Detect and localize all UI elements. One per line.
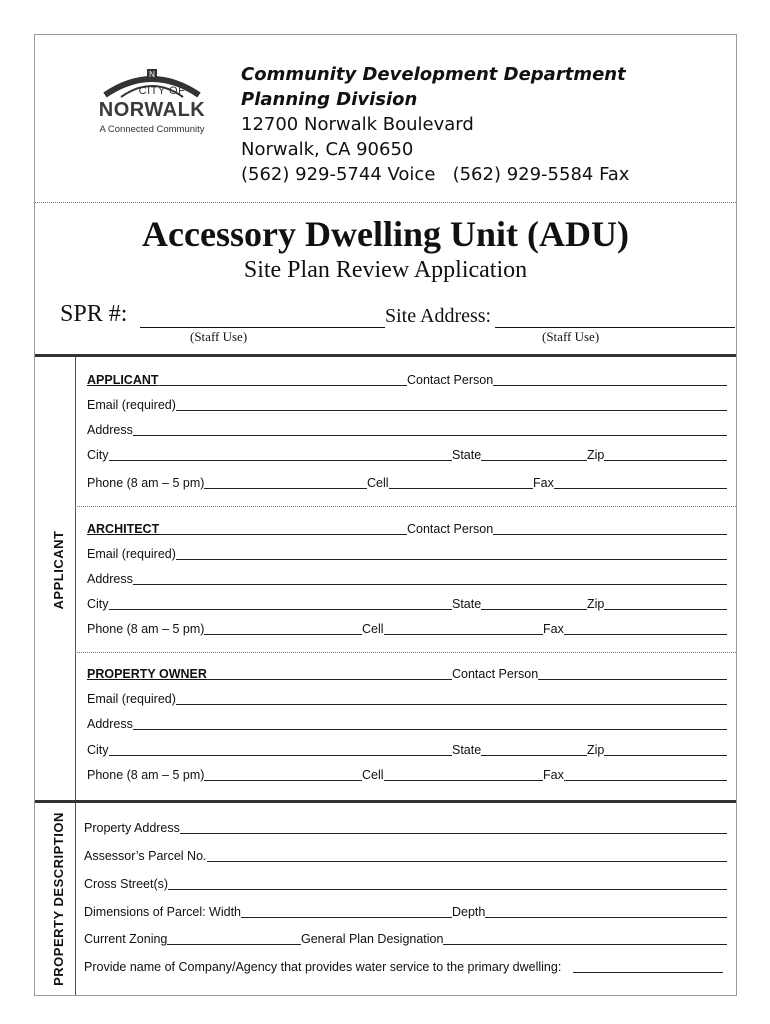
owner-state-label: State — [452, 743, 482, 757]
form-subtitle: Site Plan Review Application — [243, 257, 528, 283]
division-name: Planning Division — [241, 89, 418, 110]
architect-zip-label: Zip — [587, 597, 605, 611]
applicant-fax-label: Fax — [533, 476, 554, 490]
architect-address-row — [87, 572, 727, 588]
parcel-number-label: Assessor’s Parcel No. — [84, 849, 207, 863]
logo-city-of: CITY OF — [138, 85, 186, 97]
svg-text:N: N — [149, 70, 155, 79]
architect-address-label: Address — [87, 572, 133, 586]
department-info — [241, 62, 629, 187]
architect-email-row — [87, 547, 727, 563]
applicant-email-row — [87, 398, 727, 414]
applicant-phone-row — [87, 476, 727, 492]
architect-phone-row — [87, 622, 727, 638]
site-address-label: Site Address: — [385, 305, 492, 327]
applicant-address-field[interactable] — [87, 435, 727, 436]
owner-email-field[interactable] — [87, 704, 727, 705]
spr-row — [60, 301, 720, 335]
architect-phone-label: Phone (8 am – 5 pm) — [87, 622, 205, 636]
owner-email-label: Email (required) — [87, 692, 176, 706]
logo-city-name: NORWALK — [98, 99, 206, 121]
current-zoning-label: Current Zoning — [84, 932, 168, 946]
owner-city-field[interactable] — [87, 755, 727, 756]
city-logo — [87, 65, 217, 145]
architect-city-row — [87, 597, 727, 613]
water-service-label: Provide name of Company/Agency that provides water service to the primary dwelling: — [84, 960, 562, 974]
applicant-city-row — [87, 448, 727, 464]
architect-cell-label: Cell — [362, 622, 384, 636]
site-address-field[interactable] — [495, 327, 735, 328]
application-form — [34, 34, 737, 996]
staff-use-note-address: (Staff Use) — [542, 329, 600, 344]
street-address: 12700 Norwalk Boulevard — [241, 114, 474, 135]
architect-block-divider — [75, 652, 736, 653]
owner-fax-label: Fax — [543, 768, 564, 782]
zoning-row — [84, 932, 727, 948]
owner-address-field[interactable] — [87, 729, 727, 730]
architect-name-row — [87, 522, 727, 538]
department-name: Community Development Department — [241, 64, 626, 85]
cross-street-label: Cross Street(s) — [84, 877, 169, 891]
applicant-side-label: APPLICANT — [51, 530, 66, 610]
property-address-label: Property Address — [84, 821, 180, 835]
parcel-row — [84, 849, 727, 865]
architect-state-label: State — [452, 597, 482, 611]
architect-city-field[interactable] — [87, 609, 727, 610]
section-divider — [35, 354, 736, 357]
property-side-label: PROPERTY DESCRIPTION — [51, 812, 66, 986]
applicant-address-label: Address — [87, 423, 133, 437]
architect-city-label: City — [87, 597, 109, 611]
applicant-cell-label: Cell — [367, 476, 389, 490]
logo-tagline: A Connected Community — [99, 124, 205, 135]
owner-email-row — [87, 692, 727, 708]
architect-email-field[interactable] — [87, 559, 727, 560]
form-title: Accessory Dwelling Unit (ADU) — [142, 214, 629, 254]
applicant-address-row — [87, 423, 727, 439]
applicant-zip-label: Zip — [587, 448, 605, 462]
architect-email-label: Email (required) — [87, 547, 176, 561]
water-service-field[interactable] — [573, 972, 723, 973]
cross-street-row — [84, 877, 727, 893]
property-address-field[interactable] — [84, 833, 727, 834]
dimensions-row — [84, 905, 727, 921]
spr-number-field[interactable] — [140, 327, 385, 328]
applicant-email-label: Email (required) — [87, 398, 176, 412]
applicant-city-field[interactable] — [87, 460, 727, 461]
dimensions-width-label: Dimensions of Parcel: Width — [84, 905, 242, 919]
applicant-contact-label: Contact Person — [407, 373, 494, 387]
architect-address-field[interactable] — [87, 584, 727, 585]
owner-city-row — [87, 743, 727, 759]
owner-address-row — [87, 717, 727, 733]
phone-fax: (562) 929-5744 Voice (562) 929-5584 Fax — [241, 164, 630, 185]
property-address-row — [84, 821, 727, 837]
applicant-phone-label: Phone (8 am – 5 pm) — [87, 476, 205, 490]
applicant-side-divider — [75, 357, 76, 801]
applicant-name-row — [87, 373, 727, 389]
water-service-row — [84, 960, 727, 976]
owner-zip-label: Zip — [587, 743, 605, 757]
owner-phone-label: Phone (8 am – 5 pm) — [87, 768, 205, 782]
owner-name-row — [87, 667, 727, 683]
spr-label: SPR #: — [60, 301, 128, 327]
architect-heading: ARCHITECT — [87, 522, 160, 536]
applicant-city-label: City — [87, 448, 109, 462]
applicant-email-field[interactable] — [87, 410, 727, 411]
owner-city-label: City — [87, 743, 109, 757]
city-state-zip: Norwalk, CA 90650 — [241, 139, 414, 160]
general-plan-label: General Plan Designation — [301, 932, 444, 946]
owner-phone-row — [87, 768, 727, 784]
applicant-state-label: State — [452, 448, 482, 462]
applicant-heading: APPLICANT — [87, 373, 159, 387]
architect-contact-label: Contact Person — [407, 522, 494, 536]
owner-contact-label: Contact Person — [452, 667, 539, 681]
dimensions-depth-label: Depth — [452, 905, 486, 919]
owner-heading: PROPERTY OWNER — [87, 667, 207, 681]
owner-address-label: Address — [87, 717, 133, 731]
section-divider-property — [35, 800, 736, 803]
applicant-block-divider — [75, 506, 736, 507]
owner-cell-label: Cell — [362, 768, 384, 782]
cross-street-field[interactable] — [84, 889, 727, 890]
architect-fax-label: Fax — [543, 622, 564, 636]
form-header — [35, 35, 736, 203]
staff-use-note-spr: (Staff Use) — [190, 329, 248, 344]
property-side-divider — [75, 803, 76, 995]
